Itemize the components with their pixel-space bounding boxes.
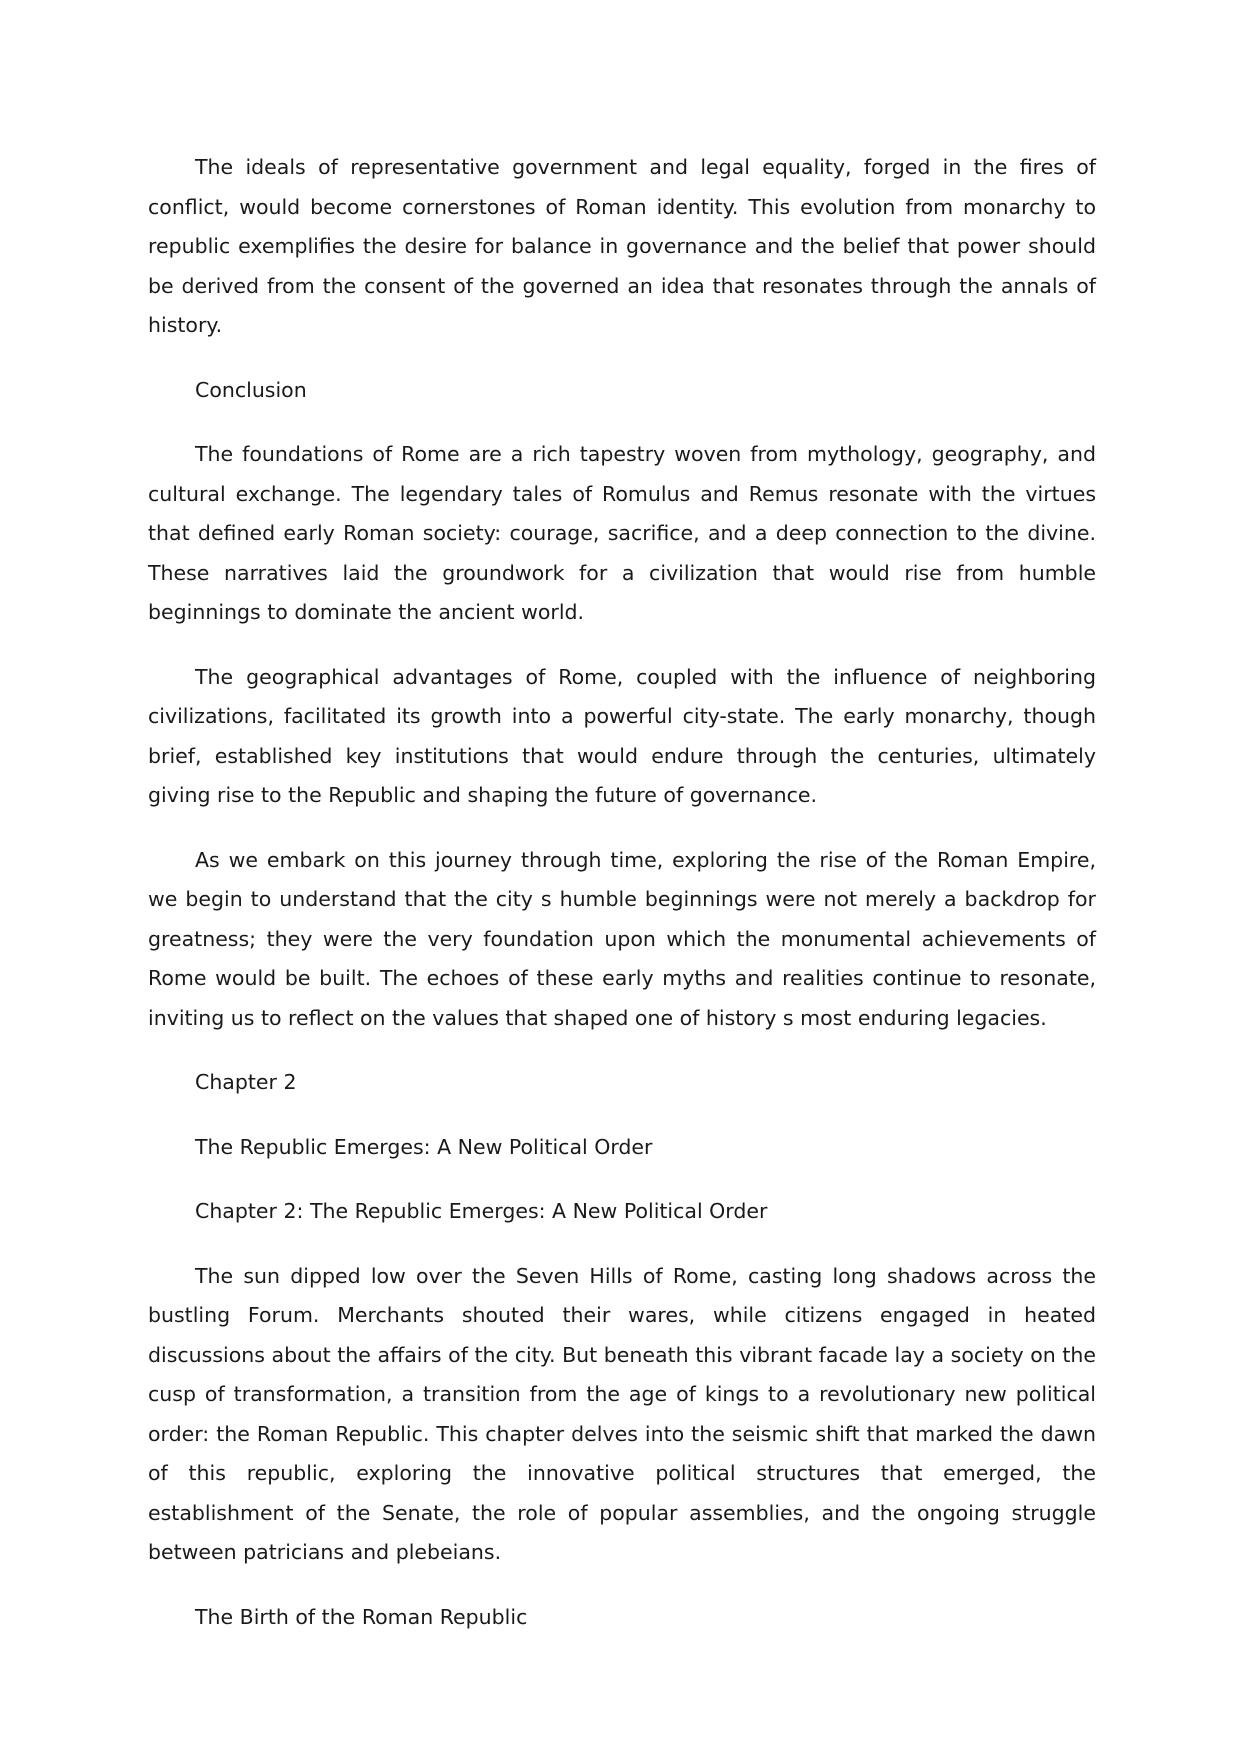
paragraph-geography: The geographical advantages of Rome, coupled with the influence of neighboring civilizations, facilitated its growth into a powerful city-state. The early monarchy, though brief, established key institutions that would endure through the centuries, ultimately giving rise to the Republic and shaping the future of governance.: [148, 664, 1096, 807]
paragraph-seven-hills: The sun dipped low over the Seven Hills of Rome, casting long shadows across the bustling Forum. Merchants shouted their wares, while citizens engaged in heated discussions about the affairs of the city. But beneath this vibrant facade lay a society on the cusp of transformation, a transition from the age of kings to a revolutionary new political order: the Roman Republic. This chapter delves into the seismic shift that marked the dawn of this republic, exploring the innovative political structures that emerged, the establishment of the Senate, the role of popular assemblies, and the ongoing struggle between patricians and plebeians.: [148, 1263, 1096, 1564]
section-heading-birth-of-republic: The Birth of the Roman Republic: [195, 1604, 528, 1629]
chapter-full-title-heading: Chapter 2: The Republic Emerges: A New Political Order: [195, 1199, 768, 1223]
paragraph-foundations: The foundations of Rome are a rich tapestry woven from mythology, geography, and cultural exchange. The legendary tales of Romulus and Remus resonate with the virtues that defined early Roman society: courage, sacrifice, and a deep connection to the divine. These narratives laid the groundwork for a civilization that would rise from humble beginnings to dominate the ancient world.: [148, 442, 1096, 624]
chapter-number-heading: Chapter 2: [195, 1070, 297, 1094]
paragraph-journey: As we embark on this journey through time, exploring the rise of the Roman Empire, we begin to understand that the city s humble beginnings were not merely a backdrop for greatness; they were the very foundation upon which the monumental achievements of Rome would be built. The echoes of these early myths and realities continue to resonate, inviting us to reflect on the values that shaped one of history s most enduring legacies.: [148, 847, 1096, 1030]
chapter-title-heading: The Republic Emerges: A New Political Order: [195, 1134, 653, 1159]
section-heading-conclusion: Conclusion: [195, 377, 307, 402]
document-page: [148, 148, 1096, 1662]
paragraph-ideals: The ideals of representative government and legal equality, forged in the fires of conflict, would become cornerstones of Roman identity. This evolution from monarchy to republic exemplifies the desire for balance in governance and the belief that power should be derived from the consent of the governed an idea that resonates through the annals of history.: [148, 155, 1096, 337]
